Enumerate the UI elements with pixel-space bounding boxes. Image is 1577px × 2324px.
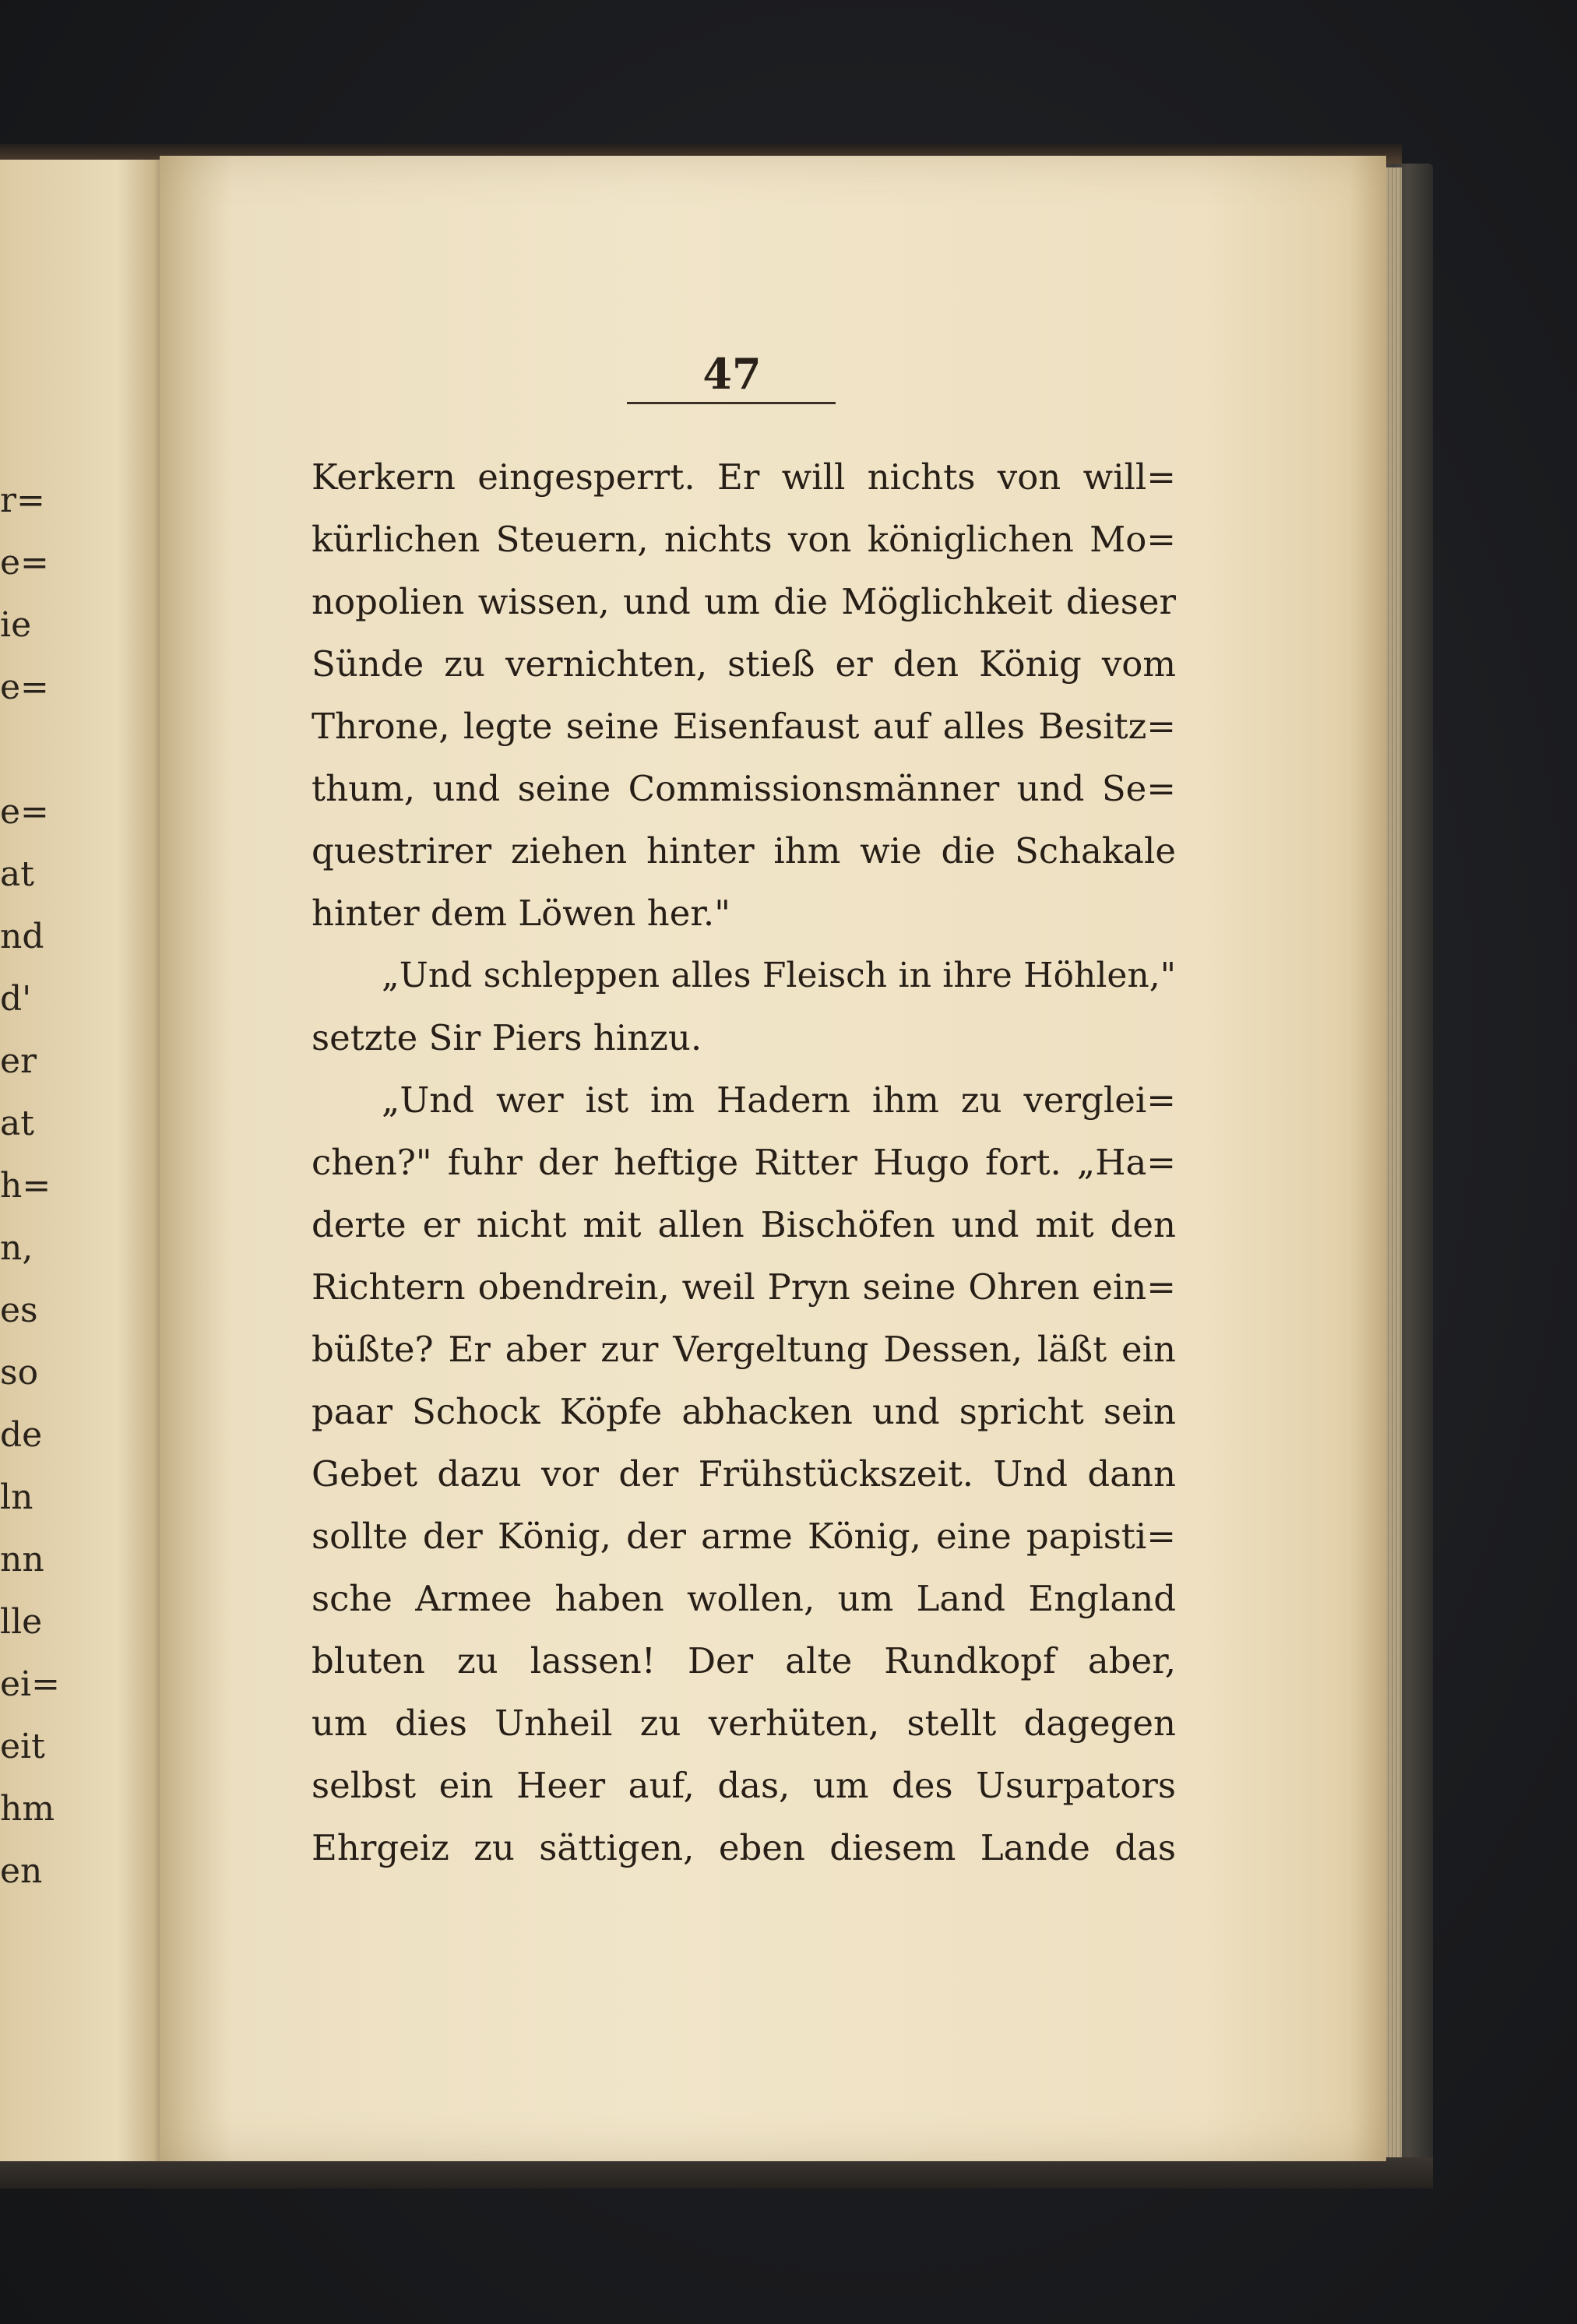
text-line: kürlichen Steuern, nichts von königlichen Mo= <box>312 519 1176 560</box>
left-page-fragment: hm <box>0 1789 55 1829</box>
left-page-fragment: d' <box>0 979 32 1019</box>
left-page-fragment: en <box>0 1851 43 1891</box>
text-line: questrirer ziehen hinter ihm wie die Schakale <box>312 830 1176 872</box>
left-page-fragment: so <box>0 1353 39 1393</box>
text-line: Sünde zu vernichten, stieß er den König vom <box>312 643 1176 685</box>
left-page-fragment: ie <box>0 605 32 645</box>
left-page-fragment: de <box>0 1415 43 1455</box>
page-number: 47 <box>702 349 762 399</box>
text-line: thum, und seine Commissionsmänner und Se= <box>312 768 1176 809</box>
text-line: „Und wer ist im Hadern ihm zu verglei= <box>382 1079 1176 1121</box>
left-page-fragment: n, <box>0 1228 33 1268</box>
text-line: Richtern obendrein, weil Pryn seine Ohren ein= <box>312 1266 1176 1308</box>
text-line: hinter dem Löwen her." <box>312 893 730 934</box>
left-page-fragment: es <box>0 1291 38 1330</box>
left-page-fragment: ei= <box>0 1664 60 1704</box>
left-page-fragment: nd <box>0 917 44 956</box>
text-line: bluten zu lassen! Der alte Rundkopf aber, <box>312 1640 1176 1681</box>
text-line: selbst ein Heer auf, das, um des Usurpators <box>312 1765 1176 1806</box>
text-line: „Und schleppen alles Fleisch in ihre Höhlen," <box>382 956 1176 995</box>
text-line: um dies Unheil zu verhüten, stellt dagegen <box>312 1703 1176 1744</box>
text-line: Gebet dazu vor der Frühstückszeit. Und dann <box>312 1453 1176 1495</box>
left-page-fragment: e= <box>0 543 49 583</box>
book-cover-bottom-edge <box>0 2157 1433 2188</box>
text-line: setzte Sir Piers hinzu. <box>312 1017 702 1058</box>
left-page-fragment: nn <box>0 1540 44 1579</box>
left-page-fragment: r= <box>0 481 45 520</box>
text-line: Throne, legte seine Eisenfaust auf alles Besitz= <box>312 706 1176 747</box>
left-page-fragment: at <box>0 1104 34 1143</box>
left-page-fragment: ln <box>0 1477 33 1517</box>
text-line: nopolien wissen, und um die Möglichkeit dieser <box>312 581 1176 622</box>
text-line: büßte? Er aber zur Vergeltung Dessen, läßt ein <box>312 1329 1176 1370</box>
left-page-fragment: h= <box>0 1166 51 1206</box>
left-page-fragment: at <box>0 854 34 894</box>
header-rule <box>627 402 836 404</box>
left-page <box>0 160 167 2161</box>
text-line: sche Armee haben wollen, um Land England <box>312 1578 1176 1619</box>
text-line: chen?" fuhr der heftige Ritter Hugo fort. „Ha= <box>312 1142 1176 1183</box>
text-line: Kerkern eingesperrt. Er will nichts von will= <box>312 456 1176 498</box>
left-page-fragment: lle <box>0 1602 43 1642</box>
text-line: derte er nicht mit allen Bischöfen und mit den <box>312 1204 1176 1245</box>
text-line: sollte der König, der arme König, eine papisti= <box>312 1516 1176 1557</box>
left-page-fragment: e= <box>0 792 49 832</box>
left-page-fragment: er <box>0 1041 37 1081</box>
left-page-fragment: eit <box>0 1727 45 1766</box>
text-line: paar Schock Köpfe abhacken und spricht sein <box>312 1391 1176 1432</box>
left-page-fragment: e= <box>0 667 49 707</box>
text-line: Ehrgeiz zu sättigen, eben diesem Lande das <box>312 1827 1176 1868</box>
